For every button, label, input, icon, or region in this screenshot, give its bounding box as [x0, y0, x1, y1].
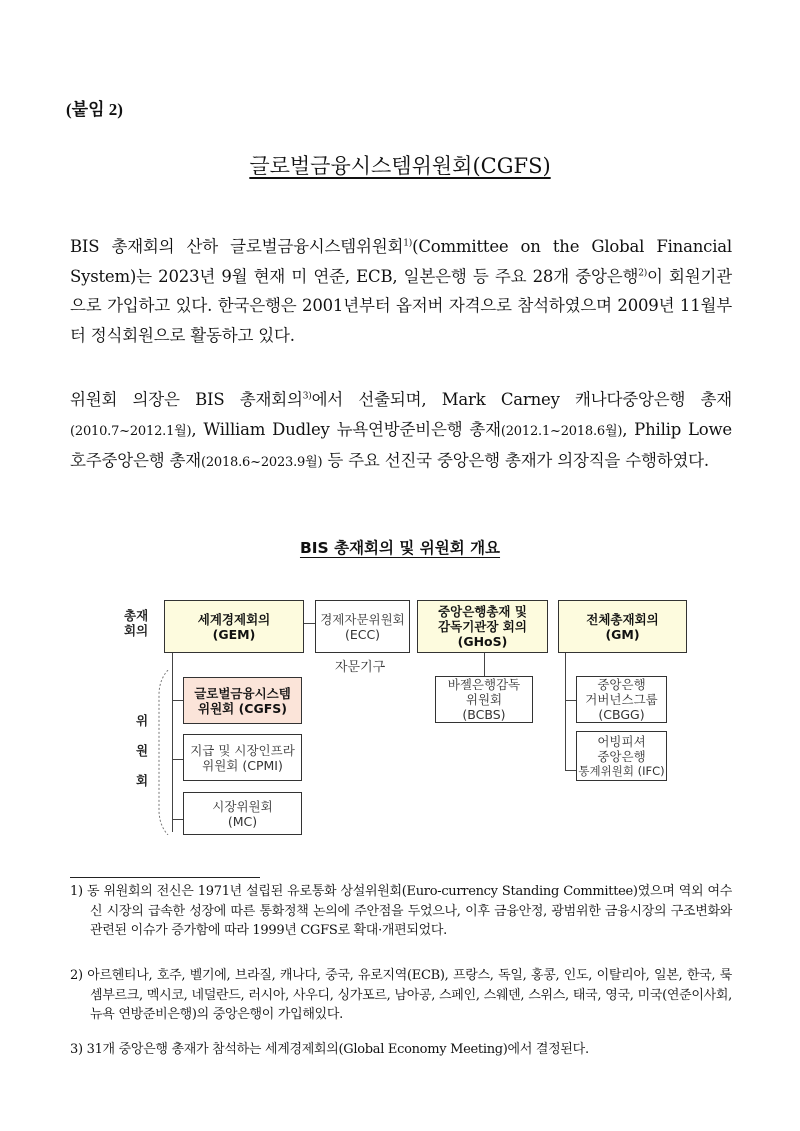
box-ecc: 경제자문위원회 (ECC) [315, 600, 410, 653]
row-label-committees-3: 회 [136, 773, 149, 788]
footnote-divider [70, 877, 260, 878]
box-cgfs: 글로벌금융시스템 위원회 (CGFS) [183, 677, 302, 724]
connector-bcbs [484, 652, 485, 677]
row-label-governors: 총재 회의 [124, 608, 149, 638]
connector-gm-vertical [565, 652, 566, 770]
page-title: 글로벌금융시스템위원회(CGFS) [249, 154, 551, 178]
footnote-3: 3) 31개 중앙은행 총재가 참석하는 세계경제회의(Global Economy Meeting)에서 결정된다. [70, 1042, 589, 1057]
footnote-ref-3: 3) [302, 391, 312, 402]
advisory-label: 자문기구 [335, 660, 386, 675]
row-label-committees-2: 원 [136, 743, 149, 758]
box-bcbs: 바젤은행감독 위원회 (BCBS) [435, 676, 533, 723]
box-cbgg: 중앙은행 거버넌스그룹 (CBGG) [576, 676, 667, 723]
footnote-1: 1) 동 위원회의 전신은 1971년 설립된 유로통화 상설위원회(Euro-currency Standing Committee)였으며 역외 여수신 시장의 급속한 성장에 따른 통화정책 논의에 주안점을 두었으나, 이후 금융안정, 광범위한 금융시장의 구조변화와 관련된 이슈가 증가함에 따라 1999년 CGFS로 확대·개편되었다. [70, 884, 732, 938]
box-mc: 시장위원회 (MC) [183, 792, 302, 835]
connector-ecc [303, 623, 315, 624]
box-gm: 전체총재회의 (GM) [558, 600, 687, 653]
footnote-2: 2) 아르헨티나, 호주, 벨기에, 브라질, 캐나다, 중국, 유로지역(ECB), 프랑스, 독일, 홍콩, 인도, 이탈리아, 일본, 한국, 룩셈부르크, 멕시코, 네덜란드, 러시아, 사우디, 싱가포르, 남아공, 스페인, 스웨덴, 스위스, 태국, 영국, 미국(연준이사회, 뉴욕 연방준비은행)의 중앙은행이 가입해있다. [70, 968, 732, 1022]
attachment-label: (붙임 2) [66, 100, 123, 119]
diagram-title: BIS 총재회의 및 위원회 개요 [299, 539, 501, 557]
paragraph-membership: BIS 총재회의 산하 글로벌금융시스템위원회$^{1)}$(Committee on the Global Financial System)는 2023년 9월 현재 미 연준, ECB, 일본은행 등 주요 28개 중앙은행$^{2)}$이 회원기관으로 가입하고 있다. 한국은행은 2001년부터 옵저버 자격으로 참석하였으며 2009년 11월부터 정식회원으로 활동하고 있다. [70, 237, 732, 345]
footnote-ref-1: 1) [403, 238, 413, 249]
connector-gem-vertical [172, 652, 173, 832]
box-ghos: 중앙은행총재 및 감독기관장 회의 (GHoS) [417, 600, 548, 653]
row-label-committees-1: 위 [136, 713, 149, 728]
paragraph-chairs: 위원회 의장은 BIS 총재회의$^{3)}$에서 선출되며, Mark Carney 캐나다중앙은행 총재(2010.7~2012.1월), William Dudley 뉴욕연방준비은행 총재(2012.1~2018.6월), Philip Lowe 호주중앙은행 총재(2018.6~2023.9월) 등 주요 선진국 중앙은행 총재가 의장직을 수행하였다. [70, 390, 732, 470]
committee-bracket [155, 670, 169, 835]
footnote-ref-2: 2) [638, 268, 648, 278]
box-ifc: 어빙피셔 중앙은행 통계위원회 (IFC) [576, 731, 667, 781]
box-cpmi: 지급 및 시장인프라 위원회 (CPMI) [183, 734, 302, 781]
box-gem: 세계경제회의 (GEM) [164, 600, 304, 653]
